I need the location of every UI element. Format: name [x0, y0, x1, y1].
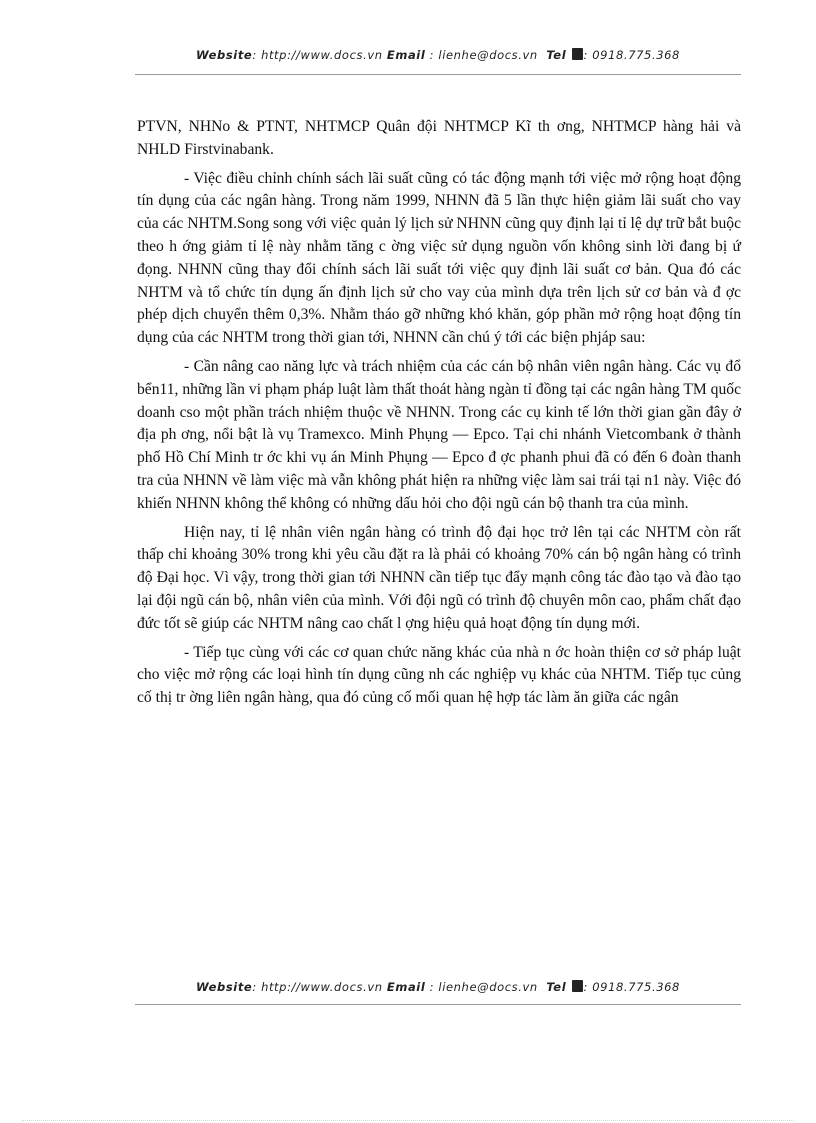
paragraph: Hiện nay, tỉ lệ nhân viên ngân hàng có trình độ đại học trở lên tại các NHTM còn rất thấp chỉ khoảng 30% trong khi yêu cầu đặt ra là phải có khoảng 70% cán bộ ngân hàng có trình độ Đại học. Vì vậy, trong thời gian tới NHNN cần tiếp tục đẩy mạnh công tác đào tạo và đào tạo lại đội ngũ cán bộ, nhân viên của mình. Với đội ngũ có trình độ chuyên môn cao, phẩm chất đạo đức tốt sẽ giúp các NHTM nâng cao chất l ợng hiệu quả hoạt động tín dụng mới.	[137, 523, 741, 632]
footer-website-label: Website	[196, 980, 253, 994]
paragraph: - Việc điều chỉnh chính sách lãi suất cũng có tác động mạnh tới việc mở rộng hoạt động tín dụng của các ngân hàng. Trong năm 1999, NHNN đã 5 lần thực hiện giảm lãi suất cho vay của các NHTM.Song song với việc quản lý lịch sử NHNN cũng quy định lại tỉ lệ dự trữ bắt buộc theo h ớng giảm tỉ lệ này nhằm tăng c ờng việc sử dụng nguồn vốn không sinh lời đang bị ứ đọng. NHNN cũng thay đổi chính sách lãi suất tới việc quy định lãi suất cơ bản. Qua đó các NHTM và tổ chức tín dụng ấn định lịch sử cho vay của mình dựa trên lịch sử cơ bản và đ ợc phép dịch chuyển thêm 0,3%. Nhằm tháo gỡ những khó khăn, góp phần mở rộng hoạt động tín dụng của các NHTM trong thời gian tới, NHNN cần chú ý tới các biện phjáp sau:	[137, 169, 741, 347]
header-website-label: Website	[196, 48, 253, 62]
header-email-label: Email	[386, 48, 426, 62]
header-website-url: http://www.docs.vn	[261, 48, 383, 62]
footer-website-url: http://www.docs.vn	[261, 980, 383, 994]
footer-tel-value: 0918.775.368	[592, 980, 680, 994]
document-body	[137, 116, 741, 716]
phone-icon	[572, 48, 583, 60]
paragraph: - Cần nâng cao năng lực và trách nhiệm của các cán bộ nhân viên ngân hàng. Các vụ đổ bển11, những lần vi phạm pháp luật làm thất thoát hàng ngàn tỉ đồng tại các ngân hàng TM quốc doanh cso một phần trách nhiệm thuộc về NHNN. Trong các cụ kinh tế lớn thời gian gần đây ở địa ph ơng, nổi bật là vụ Tramexco. Minh Phụng — Epco. Tại chi nhánh Vietcombank ở thành phố Hồ Chí Minh tr ớc khi vụ án Minh Phụng — Epco đ ợc phanh phui đã có đến 6 đoàn thanh tra của NHNN về làm việc mà vẫn không phát hiện ra những việc làm sai trái tại n1 này. Việc đó khiến NHNN không thể không có những dấu hỏi cho đội ngũ cán bộ thanh tra của mình.	[137, 357, 741, 512]
page-edge	[22, 1120, 794, 1121]
header-tel-label: Tel	[546, 48, 567, 62]
phone-icon	[572, 980, 583, 992]
header-tel-value: 0918.775.368	[592, 48, 680, 62]
header-divider	[135, 74, 741, 75]
page-header: Website: http://www.docs.vn Email : lienhe@docs.vn Tel : 0918.775.368	[196, 48, 680, 62]
header-email-value: lienhe@docs.vn	[438, 48, 538, 62]
footer-email-label: Email	[386, 980, 426, 994]
footer-tel-label: Tel	[546, 980, 567, 994]
footer-email-value: lienhe@docs.vn	[438, 980, 538, 994]
page-footer: Website: http://www.docs.vn Email : lienhe@docs.vn Tel : 0918.775.368	[196, 980, 680, 994]
paragraph: PTVN, NHNo & PTNT, NHTMCP Quân đội NHTMCP Kĩ th ơng, NHTMCP hàng hải và NHLD Firstvinabank.	[137, 118, 741, 158]
footer-divider	[135, 1004, 741, 1005]
paragraph: - Tiếp tục cùng với các cơ quan chức năng khác của nhà n ớc hoàn thiện cơ sở pháp luật cho việc mở rộng các loại hình tín dụng cũng nh các nghiệp vụ khác của NHTM. Tiếp tục củng cố thị tr ờng liên ngân hàng, qua đó củng cố mối quan hệ hợp tác làm ăn giữa các ngân	[137, 643, 741, 707]
